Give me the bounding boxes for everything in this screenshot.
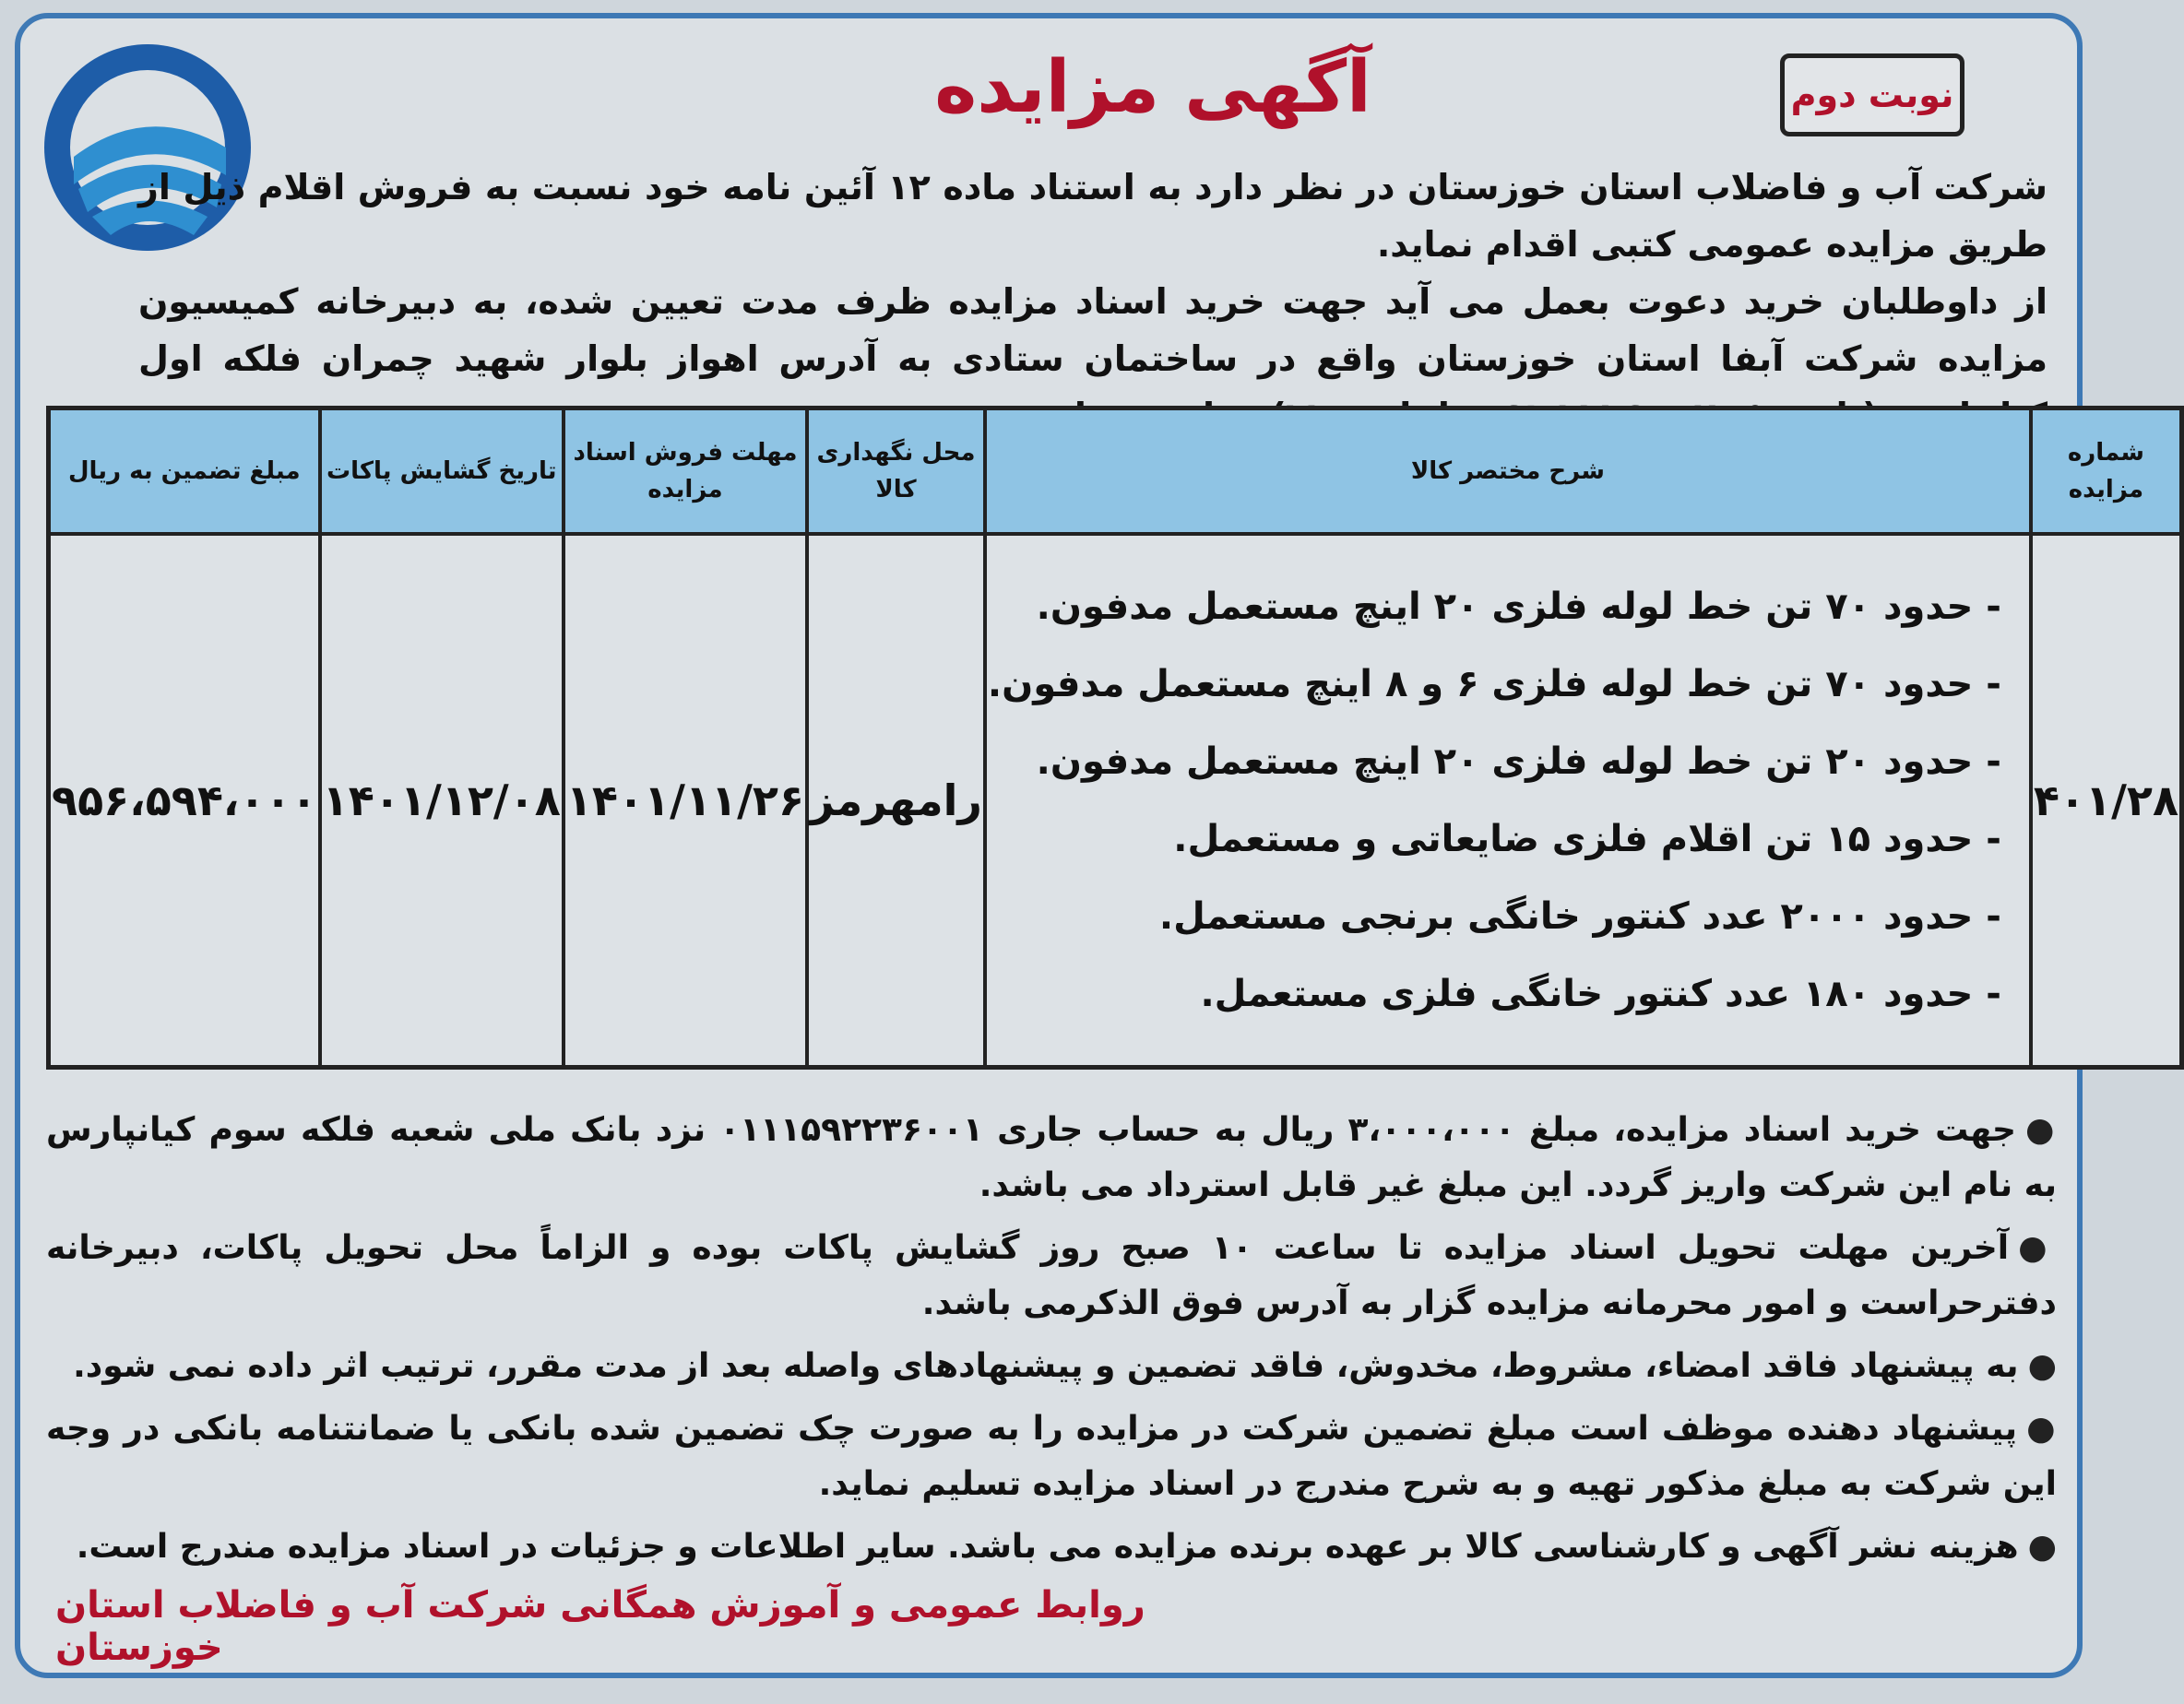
table-header-row <box>49 408 2182 535</box>
document-deadline: ۱۴۰۱/۱۱/۲۶ <box>564 534 807 1068</box>
note-item <box>46 1103 2057 1213</box>
bullet-icon: ● <box>2024 1111 2057 1149</box>
note-text: پیشنهاد دهنده موظف است مبلغ تضمین شرکت در مزایده را به صورت چک تضمین شده بانکی یا ضمانتنامه بانکی در وجه این شرکت به مبلغ مذکور تهیه و به شرح مندرج در اسناد مزایده تسلیم نماید. <box>46 1410 2057 1503</box>
auction-number: ۴۰۱/۲۸ <box>2031 534 2182 1068</box>
list-item: - حدود ۷۰ تن خط لوله فلزی ۶ و ۸ اینچ مستعمل مدفون. <box>987 663 2001 705</box>
page-title: آگهی مزایده <box>934 46 1371 129</box>
footer-signature: روابط عمومی و آموزش همگانی شرکت آب و فاضلاب استان خوزستان <box>55 1584 1145 1669</box>
header-number: شماره مزایده <box>2031 408 2182 535</box>
list-item: - حدود ۱۸۰ عدد کنتور خانگی فلزی مستعمل. <box>1200 973 2001 1015</box>
list-item: - حدود ۷۰ تن خط لوله فلزی ۲۰ اینچ مستعمل مدفون. <box>1036 586 2001 628</box>
note-item <box>46 1339 2057 1394</box>
list-item: - حدود ۱۵ تن اقلام فلزی ضایعاتی و مستعمل. <box>1173 818 2001 860</box>
note-text: به پیشنهاد فاقد امضاء، مشروط، مخدوش، فاقد تضمین و پیشنهادهای واصله بعد از مدت مقرر، ترتیب اثر داده نمی شود. <box>73 1347 2019 1385</box>
header-deadline: مهلت فروش اسناد مزایده <box>564 408 807 535</box>
header-guarantee: مبلغ تضمین به ریال <box>49 408 320 535</box>
intro-paragraph <box>138 159 2048 444</box>
table-row <box>49 534 2182 1068</box>
header-opening: تاریخ گشایش پاکات <box>320 408 564 535</box>
note-item <box>46 1520 2057 1575</box>
note-item <box>46 1402 2057 1512</box>
guarantee-amount: ۹۵۶،۵۹۴،۰۰۰ <box>49 534 320 1068</box>
opening-date: ۱۴۰۱/۱۲/۰۸ <box>320 534 564 1068</box>
bullet-icon: ● <box>2018 1229 2057 1267</box>
bullet-icon: ● <box>2026 1410 2057 1448</box>
intro-line-2: از داوطلبان خرید دعوت بعمل می آید جهت خرید اسناد مزایده ظرف مدت تعیین شده، به دبیرخانه کمیسیون مزایده شرکت آبفا استان خوزستان واقع در ساختمان ستادی به آدرس اهواز بلوار شهید چمران فلکه اول <box>138 281 2048 379</box>
bullet-icon: ● <box>2027 1347 2057 1385</box>
auction-table <box>46 406 2184 1070</box>
second-round-badge: نوبت دوم <box>1780 53 1964 136</box>
note-text: آخرین مهلت تحویل اسناد مزایده تا ساعت ۱۰ صبح روز گشایش پاکات بوده و الزاماً محل تحویل پاکات، دبیرخانه دفترحراست و امور محرمانه مزایده گزار به آدرس فوق الذکرمی باشد. <box>46 1229 2057 1322</box>
note-item <box>46 1221 2057 1331</box>
list-item: - حدود ۲۰ تن خط لوله فلزی ۲۰ اینچ مستعمل مدفون. <box>1036 740 2001 783</box>
intro-line-1: شرکت آب و فاضلاب استان خوزستان در نظر دارد به استناد ماده ۱۲ آئین نامه خود نسبت به فروش اقلام ذیل از طریق مزایده عمومی کتبی اقدام نماید. <box>138 167 2048 265</box>
list-item: - حدود ۲۰۰۰ عدد کنتور خانگی برنجی مستعمل. <box>1158 895 2001 938</box>
bullet-icon: ● <box>2027 1528 2057 1566</box>
notes-section <box>46 1103 2057 1582</box>
note-text: هزینه نشر آگهی و کارشناسی کالا بر عهده برنده مزایده می باشد. سایر اطلاعات و جزئیات در اسناد مزایده مندرج است. <box>76 1528 2019 1566</box>
header-description: شرح مختصر کالا <box>985 408 2031 535</box>
items-cell <box>985 534 2031 1068</box>
storage-location: رامهرمز <box>807 534 985 1068</box>
header-location: محل نگهداری کالا <box>807 408 985 535</box>
note-text: جهت خرید اسناد مزایده، مبلغ ۳،۰۰۰،۰۰۰ ریال به حساب جاری ۰۱۱۱۵۹۲۲۳۶۰۰۱ نزد بانک ملی شعبه فلکه سوم کیانپارس به نام این شرکت واریز گردد. این مبلغ غیر قابل استرداد می باشد. <box>46 1111 2057 1204</box>
